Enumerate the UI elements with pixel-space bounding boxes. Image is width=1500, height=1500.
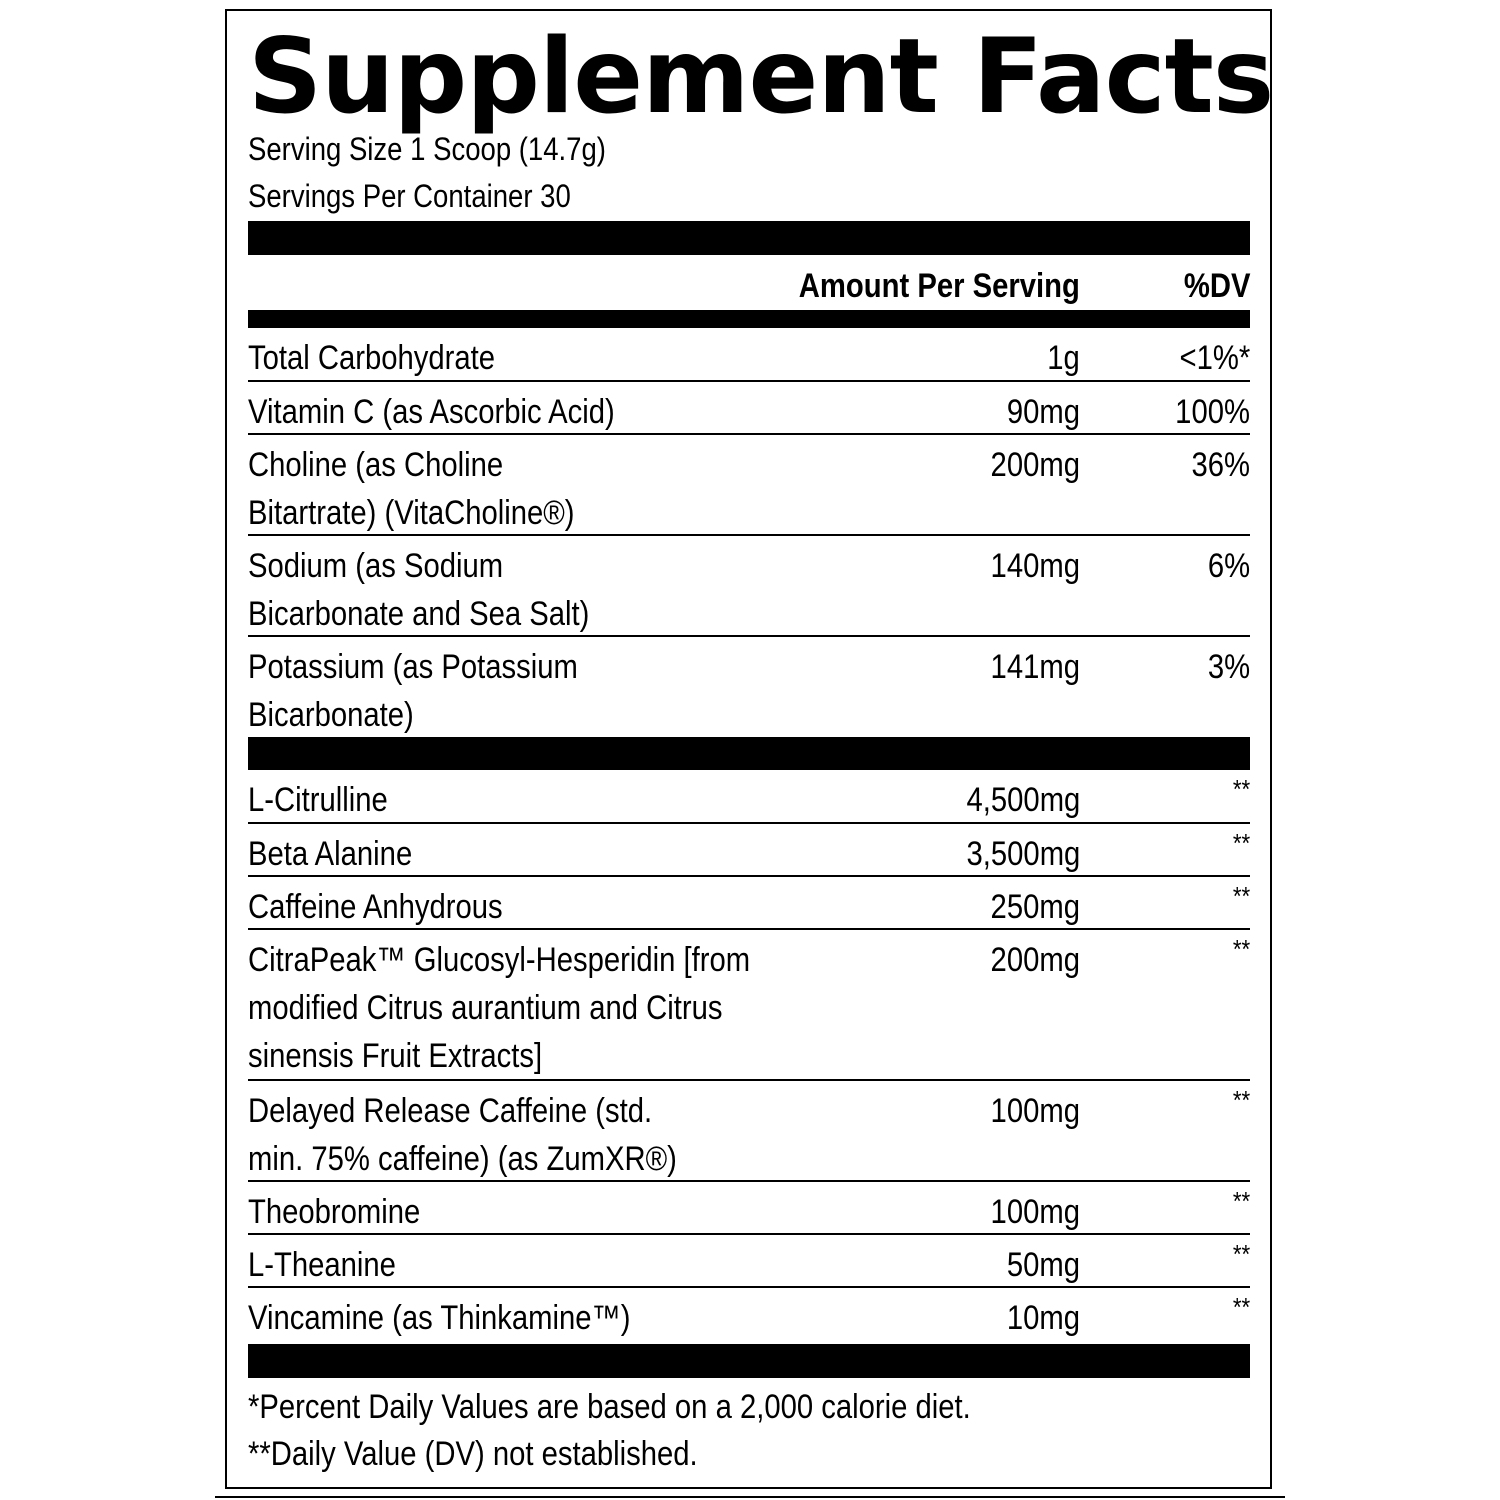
nutrient-name: Choline (as Choline Bitartrate) (VitaCholine®) <box>248 446 575 532</box>
ingredient-amount: 50mg <box>1006 1246 1080 1284</box>
nutrient-amount: 200mg <box>990 446 1080 484</box>
table-row <box>248 770 1250 824</box>
table-row <box>248 435 1250 536</box>
ingredient-dv: ** <box>1232 1085 1250 1115</box>
ingredient-dv: ** <box>1232 1239 1250 1269</box>
nutrient-name: Potassium (as Potassium Bicarbonate) <box>248 648 578 734</box>
table-row <box>248 1081 1250 1182</box>
table-row <box>248 930 1250 1081</box>
percent-dv-footnote: *Percent Daily Values are based on a 2,000 calorie diet. <box>248 1388 971 1426</box>
ingredient-name: L-Theanine <box>248 1246 396 1284</box>
ingredient-name: Beta Alanine <box>248 835 413 873</box>
table-row <box>248 328 1250 382</box>
bottom-rule <box>215 1496 1285 1498</box>
ingredient-name: Caffeine Anhydrous <box>248 888 503 926</box>
column-header-row <box>248 264 1250 308</box>
nutrient-name: Total Carbohydrate <box>248 339 496 377</box>
dv-not-established-footnote: **Daily Value (DV) not established. <box>248 1435 698 1473</box>
ingredient-amount: 200mg <box>990 941 1080 979</box>
ingredient-dv: ** <box>1232 881 1250 911</box>
nutrient-dv: 3% <box>1207 648 1250 686</box>
ingredient-amount: 10mg <box>1006 1299 1080 1337</box>
ingredient-name: Vincamine (as Thinkamine™) <box>248 1299 631 1337</box>
table-row <box>248 637 1250 737</box>
ingredient-amount: 250mg <box>990 888 1080 926</box>
thick-divider-middle <box>248 737 1250 770</box>
table-row <box>248 536 1250 637</box>
thick-divider-bottom <box>248 1344 1250 1378</box>
nutrient-amount: 140mg <box>990 547 1080 585</box>
ingredient-dv: ** <box>1232 1292 1250 1322</box>
nutrient-name: Sodium (as Sodium Bicarbonate and Sea Salt) <box>248 547 590 633</box>
nutrient-amount: 141mg <box>990 648 1080 686</box>
nutrient-amount: 1g <box>1047 339 1080 377</box>
table-row <box>248 824 1250 877</box>
nutrient-name: Vitamin C (as Ascorbic Acid) <box>248 393 615 431</box>
ingredient-amount: 100mg <box>990 1092 1080 1130</box>
thick-divider-top <box>248 221 1250 255</box>
ingredient-name: Theobromine <box>248 1193 421 1231</box>
panel-title: Supplement Facts <box>248 17 1274 137</box>
ingredient-amount: 100mg <box>990 1193 1080 1231</box>
header-divider <box>248 310 1250 328</box>
nutrient-dv: 36% <box>1191 446 1250 484</box>
amount-per-serving-header: Amount Per Serving <box>798 267 1080 305</box>
ingredient-dv: ** <box>1232 1186 1250 1216</box>
ingredient-dv: ** <box>1232 828 1250 858</box>
table-row <box>248 877 1250 930</box>
ingredient-name: CitraPeak™ Glucosyl-Hesperidin [from modified Citrus aurantium and Citrus sinensis Fruit Extracts] <box>248 941 751 1075</box>
ingredient-name: Delayed Release Caffeine (std. min. 75% caffeine) (as ZumXR®) <box>248 1092 677 1178</box>
nutrient-amount: 90mg <box>1006 393 1080 431</box>
ingredient-amount: 4,500mg <box>966 781 1080 819</box>
dv-header: %DV <box>1183 267 1250 305</box>
nutrient-dv: 6% <box>1207 547 1250 585</box>
servings-per-container: Servings Per Container 30 <box>248 178 571 214</box>
table-row <box>248 382 1250 435</box>
nutrient-dv: 100% <box>1175 393 1250 431</box>
ingredient-amount: 3,500mg <box>966 835 1080 873</box>
serving-size: Serving Size 1 Scoop (14.7g) <box>248 131 606 167</box>
table-row <box>248 1288 1250 1344</box>
ingredient-dv: ** <box>1232 774 1250 804</box>
nutrient-dv: <1%* <box>1179 339 1250 377</box>
table-row <box>248 1182 1250 1235</box>
table-row <box>248 1235 1250 1288</box>
ingredient-name: L-Citrulline <box>248 781 388 819</box>
ingredient-dv: ** <box>1232 934 1250 964</box>
